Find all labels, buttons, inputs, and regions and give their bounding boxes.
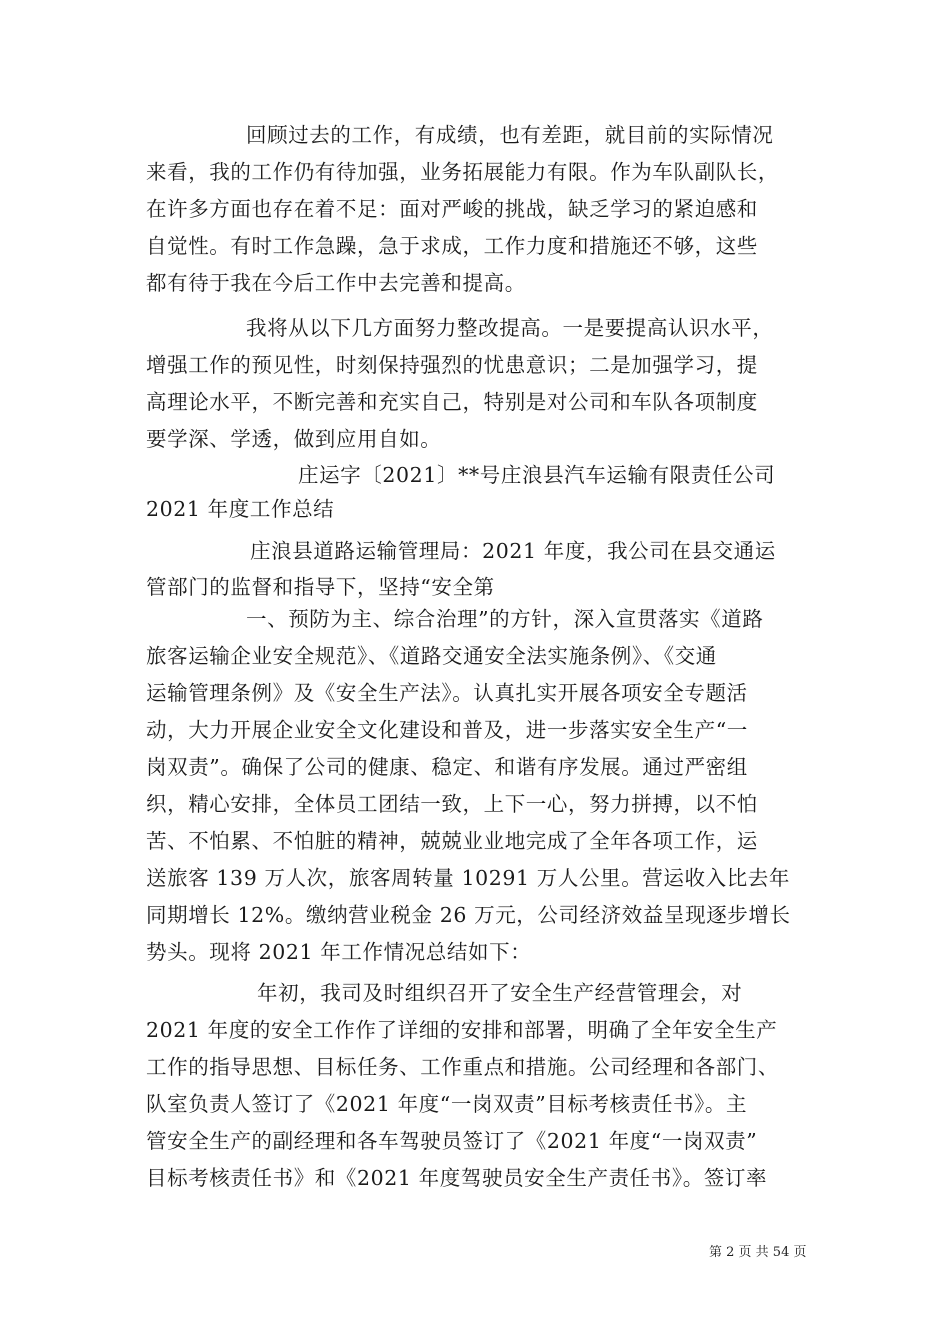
text-line: 高理论水平，不断完善和充实自己，特别是对公司和车队各项制度 (146, 390, 758, 414)
text-line: 势头。现将 2021 年工作情况总结如下： (146, 940, 532, 964)
text-line: 苦、不怕累、不怕脏的精神，兢兢业业地完成了全年各项工作，运 (146, 829, 758, 853)
text-line: 队室负责人签订了《2021 年度“一岗双责”目标考核责任书》。主 (146, 1092, 748, 1116)
text-line: 都有待于我在今后工作中去完善和提高。 (146, 271, 526, 295)
text-line: 同期增长 12%。缴纳营业税金 26 万元，公司经济效益呈现逐步增长 (146, 903, 791, 927)
text-line: 我将从以下几方面努力整改提高。一是要提高认识水平， (246, 316, 774, 340)
text-line: 在许多方面也存在着不足：面对严峻的挑战，缺乏学习的紧迫感和 (146, 197, 758, 221)
text-line: 工作的指导思想、目标任务、工作重点和措施。公司经理和各部门、 (146, 1055, 779, 1079)
text-line: 要学深、学透，做到应用自如。 (146, 427, 442, 451)
text-line: 庄浪县道路运输管理局：2021 年度，我公司在县交通运 (250, 539, 776, 563)
document-title: 2021 年度工作总结 (146, 497, 335, 521)
text-line: 年初，我司及时组织召开了安全生产经营管理会，对 (257, 981, 743, 1005)
text-line: 运输管理条例》及《安全生产法》。认真扎实开展各项安全专题活 (146, 681, 748, 705)
document-number-line: 庄运字〔2021〕**号庄浪县汽车运输有限责任公司 (298, 463, 776, 487)
text-line: 管安全生产的副经理和各车驾驶员签订了《2021 年度“一岗双责” (146, 1129, 758, 1153)
text-line: 增强工作的预见性，时刻保持强烈的忧患意识；二是加强学习，提 (146, 353, 758, 377)
text-line: 岗双责”。确保了公司的健康、稳定、和谐有序发展。通过严密组 (146, 755, 748, 779)
text-line: 回顾过去的工作，有成绩，也有差距，就目前的实际情况 (246, 123, 774, 147)
text-line: 2021 年度的安全工作作了详细的安排和部署，明确了全年安全生产 (146, 1018, 778, 1042)
text-line: 目标考核责任书》和《2021 年度驾驶员安全生产责任书》。签订率 (146, 1166, 768, 1190)
page-number: 第 2 页 共 54 页 (709, 1245, 807, 1260)
text-line: 旅客运输企业安全规范》、《道路交通安全法实施条例》、《交通 (146, 644, 717, 668)
text-line: 一、预防为主、综合治理”的方针，深入宣贯落实《道路 (246, 607, 764, 631)
text-line: 来看，我的工作仍有待加强，业务拓展能力有限。作为车队副队长， (146, 160, 779, 184)
text-line: 动，大力开展企业安全文化建设和普及，进一步落实安全生产“一 (146, 718, 748, 742)
text-line: 织，精心安排，全体员工团结一致，上下一心，努力拼搏，以不怕 (146, 792, 758, 816)
text-line: 自觉性。有时工作急躁，急于求成，工作力度和措施还不够，这些 (146, 234, 758, 258)
text-line: 管部门的监督和指导下，坚持“安全第 (146, 575, 495, 599)
text-line: 送旅客 139 万人次，旅客周转量 10291 万人公里。营运收入比去年 (146, 866, 791, 890)
